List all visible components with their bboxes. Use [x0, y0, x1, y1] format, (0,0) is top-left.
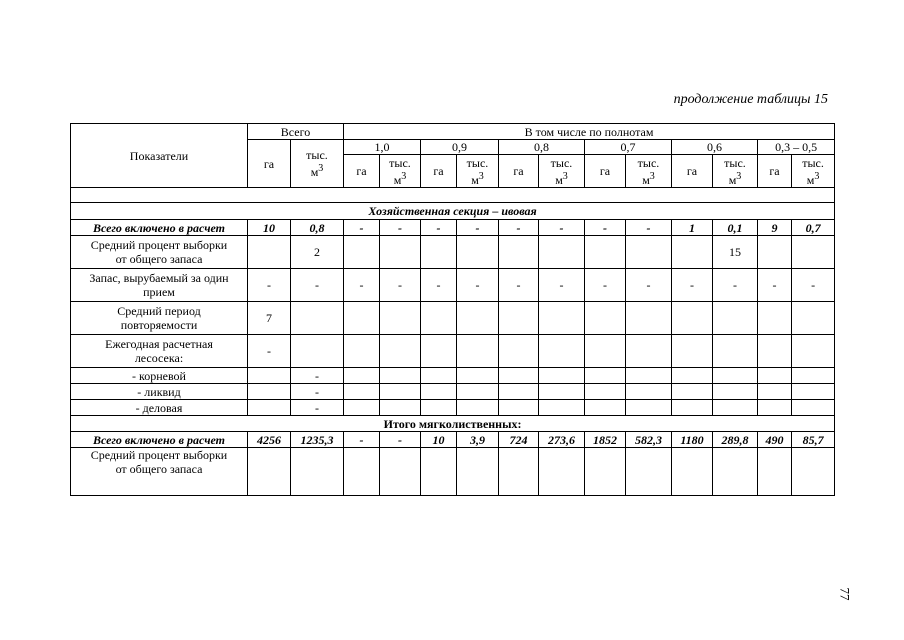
- header-ha: га: [672, 155, 713, 188]
- table-cell: [457, 335, 499, 368]
- header-m3: тыс. $м^3$: [380, 155, 421, 188]
- table-cell: 7: [248, 302, 291, 335]
- row-label: Ежегодная расчетная лесосека:: [71, 335, 248, 368]
- table-cell: [291, 302, 344, 335]
- table-cell: [457, 448, 499, 496]
- table-cell: [380, 384, 421, 400]
- table-cell: [585, 236, 626, 269]
- table-cell: -: [457, 269, 499, 302]
- table-cell: [499, 448, 539, 496]
- row-label: Средний процент выборки от общего запаса: [71, 448, 248, 496]
- header-m3: тыс. $м^3$: [713, 155, 758, 188]
- table-cell: [672, 335, 713, 368]
- table-cell: -: [792, 269, 835, 302]
- table-cell: [792, 368, 835, 384]
- table-cell: -: [457, 220, 499, 236]
- row-label: Запас, вырубаемый за один прием: [71, 269, 248, 302]
- page-number: 77: [837, 587, 853, 601]
- table-cell: [248, 448, 291, 496]
- table-cell: 4256: [248, 432, 291, 448]
- table-caption: продолжение таблицы 15: [673, 92, 828, 107]
- table-cell: [499, 302, 539, 335]
- table-cell: 0,1: [713, 220, 758, 236]
- header-m3: тыс. $м^3$: [626, 155, 672, 188]
- table-cell: -: [758, 269, 792, 302]
- table-row: [71, 384, 835, 400]
- header-ha: га: [585, 155, 626, 188]
- table-cell: [713, 400, 758, 416]
- header-total-ha: га: [248, 140, 291, 188]
- table-cell: [344, 384, 380, 400]
- table-cell: [713, 335, 758, 368]
- table-cell: -: [499, 220, 539, 236]
- table-cell: [585, 384, 626, 400]
- table-cell: [380, 400, 421, 416]
- header-density-0-8: 0,8: [499, 140, 585, 155]
- subtotal-title: Итого мягколиственных:: [71, 416, 835, 432]
- table-cell: [344, 448, 380, 496]
- table-cell: 1852: [585, 432, 626, 448]
- table-row: [71, 269, 835, 302]
- table-cell: [672, 302, 713, 335]
- table-cell: -: [344, 269, 380, 302]
- header-density-0-3-0-5: 0,3 – 0,5: [758, 140, 835, 155]
- table-cell: 1: [672, 220, 713, 236]
- table-cell: [344, 400, 380, 416]
- table-cell: [248, 384, 291, 400]
- table-cell: -: [421, 220, 457, 236]
- row-label: Средний процент выборки от общего запаса: [71, 236, 248, 269]
- table-cell: [539, 236, 585, 269]
- table-cell: -: [499, 269, 539, 302]
- table-cell: [421, 368, 457, 384]
- table-cell: [248, 368, 291, 384]
- table-cell: [421, 236, 457, 269]
- table-cell: [758, 335, 792, 368]
- header-m3: тыс. $м^3$: [539, 155, 585, 188]
- header-density-0-6: 0,6: [672, 140, 758, 155]
- table-cell: 3,9: [457, 432, 499, 448]
- table-cell: [499, 335, 539, 368]
- table-cell: [792, 384, 835, 400]
- row-label: Всего включено в расчет: [71, 220, 248, 236]
- table-cell: [539, 400, 585, 416]
- header-density-1-0: 1,0: [344, 140, 421, 155]
- header-density-0-7: 0,7: [585, 140, 672, 155]
- table-row: [71, 335, 835, 368]
- table-cell: [291, 335, 344, 368]
- table-cell: -: [344, 432, 380, 448]
- table-row: [71, 448, 835, 496]
- table-cell: [713, 302, 758, 335]
- table-cell: [626, 236, 672, 269]
- table-cell: -: [248, 269, 291, 302]
- table-cell: -: [291, 400, 344, 416]
- table-cell: -: [380, 432, 421, 448]
- table-cell: [421, 400, 457, 416]
- table-cell: [713, 384, 758, 400]
- table-cell: 15: [713, 236, 758, 269]
- table-cell: [291, 448, 344, 496]
- table-cell: [626, 368, 672, 384]
- table-cell: 289,8: [713, 432, 758, 448]
- section-row: [71, 203, 835, 220]
- table-cell: [539, 335, 585, 368]
- table-cell: [380, 302, 421, 335]
- table-cell: [792, 302, 835, 335]
- table-cell: [380, 335, 421, 368]
- table-cell: 490: [758, 432, 792, 448]
- table-cell: -: [248, 335, 291, 368]
- row-label: - деловая: [71, 400, 248, 416]
- section-title: Хозяйственная секция – ивовая: [71, 203, 835, 220]
- table-cell: [539, 384, 585, 400]
- table-cell: 2: [291, 236, 344, 269]
- header-row-1: [71, 124, 835, 140]
- table-cell: [585, 368, 626, 384]
- header-total-m3: тыс. $м^3$: [291, 140, 344, 188]
- table-cell: [758, 384, 792, 400]
- table-cell: [758, 400, 792, 416]
- table-cell: [421, 302, 457, 335]
- table-cell: -: [626, 269, 672, 302]
- table-cell: [380, 236, 421, 269]
- header-indicators: Показатели: [71, 124, 248, 188]
- table-cell: [421, 335, 457, 368]
- table-cell: [758, 448, 792, 496]
- table-cell: [344, 335, 380, 368]
- table-row: [71, 432, 835, 448]
- table-cell: 10: [421, 432, 457, 448]
- table-cell: [421, 448, 457, 496]
- table-cell: [457, 368, 499, 384]
- subtotal-row: [71, 416, 835, 432]
- table-row: [71, 368, 835, 384]
- table-cell: [585, 400, 626, 416]
- table-cell: [499, 400, 539, 416]
- table-cell: 0,7: [792, 220, 835, 236]
- table-cell: [499, 368, 539, 384]
- table-cell: [585, 448, 626, 496]
- header-density-0-9: 0,9: [421, 140, 499, 155]
- table-cell: [792, 335, 835, 368]
- table-cell: [380, 368, 421, 384]
- table-cell: [626, 384, 672, 400]
- table-cell: [457, 302, 499, 335]
- table-cell: -: [713, 269, 758, 302]
- table-cell: [758, 236, 792, 269]
- header-ha: га: [344, 155, 380, 188]
- table-cell: [585, 335, 626, 368]
- table-cell: [380, 448, 421, 496]
- table-cell: -: [291, 368, 344, 384]
- header-ha: га: [421, 155, 457, 188]
- row-label: Всего включено в расчет: [71, 432, 248, 448]
- row-label: Средний период повторяемости: [71, 302, 248, 335]
- table-cell: [499, 236, 539, 269]
- table-cell: 1180: [672, 432, 713, 448]
- row-label: - ликвид: [71, 384, 248, 400]
- table-cell: [713, 448, 758, 496]
- table-cell: [457, 236, 499, 269]
- header-m3: тыс. $м^3$: [792, 155, 835, 188]
- table-cell: -: [626, 220, 672, 236]
- table-cell: [792, 236, 835, 269]
- table-cell: [585, 302, 626, 335]
- table-cell: -: [291, 384, 344, 400]
- table-cell: -: [421, 269, 457, 302]
- spacer-row: [71, 188, 835, 203]
- table-cell: 273,6: [539, 432, 585, 448]
- table-cell: [457, 384, 499, 400]
- table-cell: -: [380, 220, 421, 236]
- header-ha: га: [499, 155, 539, 188]
- table-row: [71, 400, 835, 416]
- table-cell: [672, 400, 713, 416]
- table-cell: [792, 448, 835, 496]
- table-cell: -: [585, 220, 626, 236]
- spacer-cell: [71, 188, 835, 203]
- table-cell: [672, 448, 713, 496]
- table-cell: 10: [248, 220, 291, 236]
- table-cell: -: [539, 269, 585, 302]
- table-cell: -: [291, 269, 344, 302]
- table-row: [71, 220, 835, 236]
- table-cell: [344, 368, 380, 384]
- table-cell: [457, 400, 499, 416]
- table-cell: [626, 448, 672, 496]
- table-cell: [626, 335, 672, 368]
- table-row: [71, 302, 835, 335]
- table-cell: 724: [499, 432, 539, 448]
- table-cell: [626, 302, 672, 335]
- table-cell: [672, 368, 713, 384]
- table-cell: [626, 400, 672, 416]
- table-row: [71, 236, 835, 269]
- table-cell: -: [585, 269, 626, 302]
- table-cell: [421, 384, 457, 400]
- table-cell: [248, 400, 291, 416]
- table-cell: [248, 236, 291, 269]
- table-cell: [672, 384, 713, 400]
- row-label: - корневой: [71, 368, 248, 384]
- forest-table: [70, 123, 835, 496]
- table-cell: -: [539, 220, 585, 236]
- table-cell: [499, 384, 539, 400]
- table-cell: 1235,3: [291, 432, 344, 448]
- table-cell: 582,3: [626, 432, 672, 448]
- table-cell: -: [380, 269, 421, 302]
- header-including: В том числе по полнотам: [344, 124, 835, 140]
- header-total: Всего: [248, 124, 344, 140]
- table-cell: [539, 302, 585, 335]
- table-cell: [792, 400, 835, 416]
- header-m3: тыс. $м^3$: [457, 155, 499, 188]
- table-cell: -: [344, 220, 380, 236]
- table-cell: 9: [758, 220, 792, 236]
- table-cell: [758, 302, 792, 335]
- table-cell: 0,8: [291, 220, 344, 236]
- table-cell: [758, 368, 792, 384]
- table-cell: [344, 302, 380, 335]
- header-ha: га: [758, 155, 792, 188]
- table-cell: [713, 368, 758, 384]
- table-cell: [672, 236, 713, 269]
- table-cell: [344, 236, 380, 269]
- table-cell: -: [672, 269, 713, 302]
- table-cell: [539, 368, 585, 384]
- table-cell: [539, 448, 585, 496]
- table-cell: 85,7: [792, 432, 835, 448]
